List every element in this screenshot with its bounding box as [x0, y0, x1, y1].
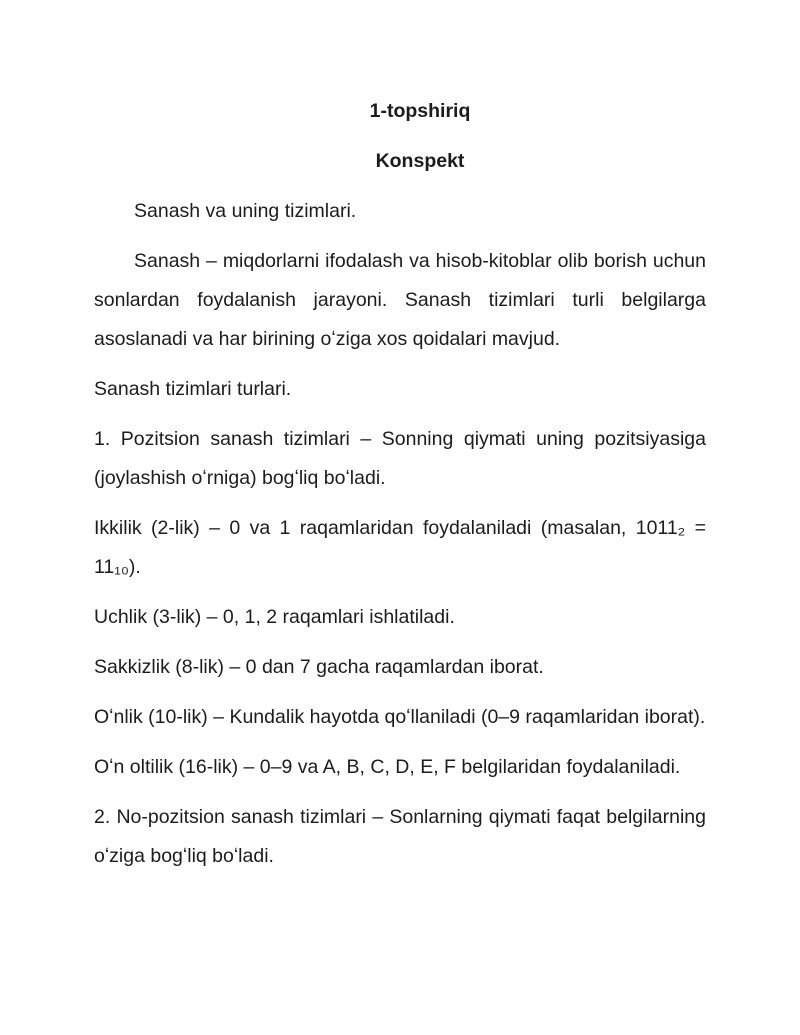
paragraph-binary: Ikkilik (2-lik) – 0 va 1 raqamlaridan foydalaniladi (masalan, 1011₂ = 11₁₀). — [94, 517, 706, 578]
paragraph-hexadecimal: Oʻn oltilik (16-lik) – 0–9 va A, B, C, D, E, F belgilaridan foydalaniladi. — [94, 756, 681, 778]
paragraph-topic: Sanash va uning tizimlari. — [134, 200, 357, 222]
document-subtitle: Konspekt — [375, 150, 465, 172]
paragraph-non-positional: 2. No-pozitsion sanash tizimlari – Sonlarning qiymati faqat belgilarning oʻziga bogʻliq boʻladi. — [94, 806, 706, 867]
paragraph-definition: Sanash – miqdorlarni ifodalash va hisob-kitoblar olib borish uchun sonlardan foydalanish jarayoni. Sanash tizimlari turli belgilarga asoslanadi va har birining oʻziga xos qoidalari mavjud. — [94, 250, 706, 350]
document-title: 1-topshiriq — [369, 100, 471, 122]
paragraph-octal: Sakkizlik (8-lik) – 0 dan 7 gacha raqamlardan iborat. — [94, 656, 544, 678]
paragraph-types-heading: Sanash tizimlari turlari. — [94, 378, 292, 400]
paragraph-positional: 1. Pozitsion sanash tizimlari – Sonning qiymati uning pozitsiyasiga (joylashish oʻrniga) bogʻliq boʻladi. — [94, 428, 706, 489]
paragraph-decimal: Oʻnlik (10-lik) – Kundalik hayotda qoʻllaniladi (0–9 raqamlaridan iborat). — [94, 706, 706, 728]
paragraph-ternary: Uchlik (3-lik) – 0, 1, 2 raqamlari ishlatiladi. — [94, 606, 455, 628]
